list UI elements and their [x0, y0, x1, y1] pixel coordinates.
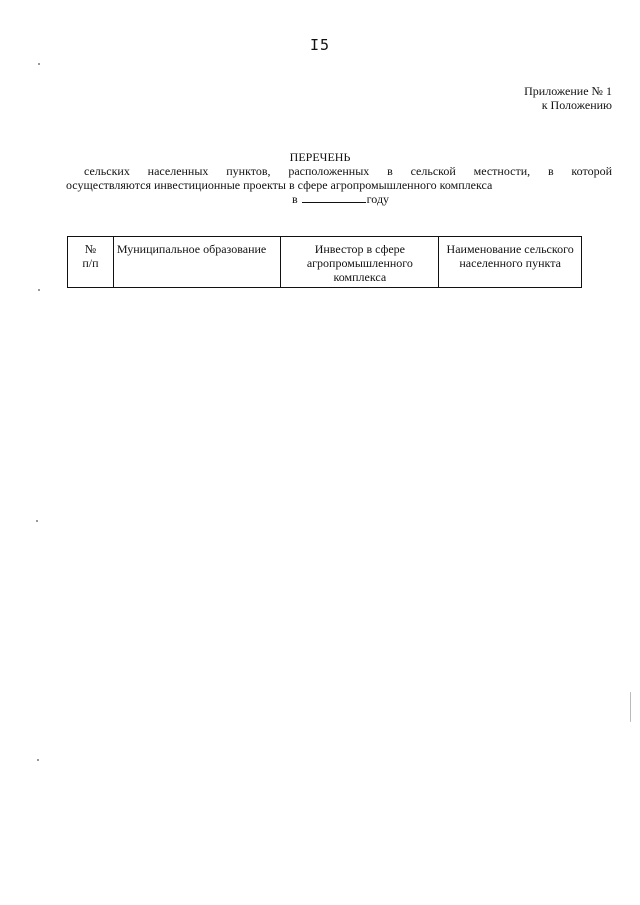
year-prefix: в: [292, 192, 298, 206]
page-number: I5: [309, 36, 331, 54]
document-subtitle: [66, 164, 612, 192]
year-blank-field: [302, 192, 366, 203]
scan-speck: [36, 520, 38, 522]
scan-speck: [38, 289, 40, 291]
scan-speck: [630, 692, 631, 722]
year-line: [292, 192, 389, 207]
subtitle-line-1: сельских населенных пунктов, расположенных в сельской местности, в которой: [84, 164, 612, 178]
document-title: ПЕРЕЧЕНЬ: [289, 150, 351, 164]
scan-speck: [38, 63, 40, 65]
scan-speck: [37, 759, 39, 761]
year-suffix: году: [366, 192, 390, 206]
appendix-reference: [524, 84, 612, 112]
header-settlement-name: Наименование сельского населенного пункта: [439, 237, 582, 288]
header-number-abbrev: п/п: [82, 256, 99, 270]
header-row-number: [68, 237, 114, 288]
header-investor: Инвестор в сфере агропромышленного комплекса: [281, 237, 439, 288]
header-municipality: Муниципальное образование: [113, 237, 281, 288]
table-header-row: [68, 237, 582, 288]
subtitle-line-2: осуществляются инвестиционные проекты в сфере агропромышленного комплекса: [66, 178, 493, 192]
settlements-table: [67, 236, 582, 288]
header-number-sign: №: [84, 242, 97, 256]
appendix-regulation: к Положению: [541, 98, 612, 112]
appendix-number: Приложение № 1: [524, 84, 612, 98]
